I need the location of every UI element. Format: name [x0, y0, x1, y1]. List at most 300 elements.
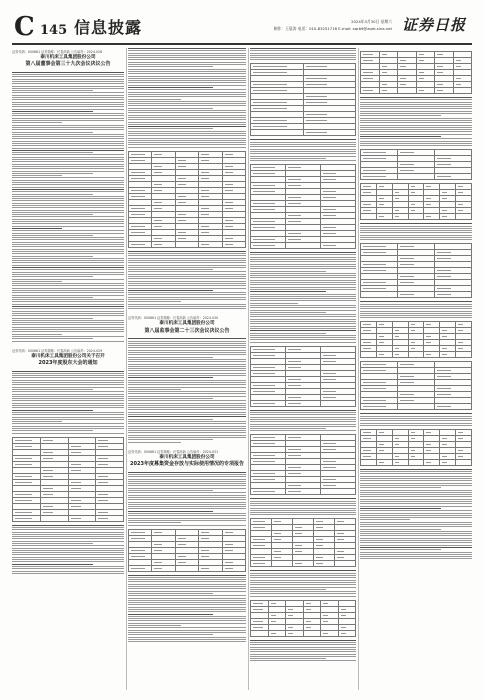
table-cell	[376, 459, 392, 465]
text-line	[360, 494, 472, 495]
text-line	[250, 266, 356, 267]
text-line	[360, 237, 472, 238]
text-line	[250, 275, 356, 276]
text-line	[128, 94, 246, 95]
text-line	[12, 338, 93, 339]
text-line	[128, 609, 246, 610]
text-line	[128, 89, 246, 90]
text-line	[360, 228, 472, 229]
text-line	[12, 102, 124, 103]
text-line	[360, 239, 472, 240]
text-line	[360, 476, 472, 477]
text-line	[128, 292, 246, 293]
text-line	[12, 216, 124, 217]
text-line	[128, 297, 246, 298]
text-line	[12, 83, 124, 84]
text-line	[250, 264, 356, 265]
table-cell	[424, 352, 440, 358]
text-line	[12, 132, 93, 133]
data-table	[12, 437, 124, 522]
text-line	[12, 212, 124, 213]
text-line	[360, 413, 472, 414]
data-table	[250, 518, 356, 567]
text-line	[360, 531, 472, 532]
text-line	[12, 157, 124, 158]
text-line	[128, 87, 213, 88]
text-line	[12, 543, 93, 544]
text-line	[360, 235, 472, 236]
text-line	[128, 119, 246, 120]
text-line	[250, 144, 356, 145]
text-line	[12, 384, 124, 385]
text-line	[360, 423, 472, 424]
text-line	[360, 226, 472, 227]
text-line	[12, 235, 93, 236]
text-line	[250, 151, 356, 152]
text-line	[12, 239, 124, 240]
text-line	[128, 288, 246, 289]
notice-code: 证券代码：000661 证券简称：长春高新 公告编号：2024-030	[128, 316, 219, 321]
text-line	[360, 311, 472, 312]
text-line	[360, 508, 441, 509]
text-line	[250, 303, 298, 304]
text-line	[250, 510, 356, 511]
text-line	[360, 317, 472, 318]
text-line	[12, 320, 124, 321]
text-line	[250, 419, 356, 420]
text-line	[360, 134, 472, 135]
text-line	[128, 92, 246, 93]
text-line	[12, 382, 124, 383]
table-cell	[456, 214, 472, 220]
text-line	[360, 552, 472, 553]
table-cell	[286, 489, 321, 495]
table-row	[13, 515, 124, 521]
text-line	[250, 59, 356, 60]
text-line	[360, 556, 472, 557]
table-cell	[199, 241, 222, 247]
text-line	[250, 257, 356, 258]
text-line	[12, 99, 124, 100]
table-cell	[321, 400, 356, 406]
text-line	[12, 173, 93, 174]
body-text	[360, 469, 472, 560]
text-line	[12, 306, 124, 307]
text-line	[250, 508, 356, 509]
text-line	[250, 587, 356, 588]
text-line	[128, 255, 246, 256]
text-line	[250, 294, 356, 295]
text-line	[360, 127, 472, 128]
body-text	[250, 252, 356, 343]
table-cell	[251, 400, 286, 406]
data-table	[360, 429, 472, 466]
text-line	[12, 180, 124, 181]
text-line	[250, 412, 356, 413]
text-line	[360, 418, 472, 419]
text-line	[128, 304, 246, 305]
text-line	[128, 76, 246, 77]
text-line	[360, 145, 472, 146]
text-line	[360, 499, 472, 500]
text-line	[12, 554, 124, 555]
text-line	[128, 290, 213, 291]
data-table	[360, 51, 472, 94]
table-cell	[175, 565, 198, 571]
table-row	[129, 241, 246, 247]
text-line	[128, 140, 246, 141]
table-row	[251, 243, 356, 249]
text-line	[360, 513, 472, 514]
text-line	[250, 577, 356, 578]
text-line	[360, 485, 472, 486]
notice-code: 证券代码：000661 证券简称：长春高新 公告编号：2024-028	[12, 50, 103, 54]
text-line	[12, 534, 124, 535]
body-text	[250, 640, 356, 662]
text-line	[360, 113, 472, 114]
text-line	[128, 103, 246, 104]
table-cell	[392, 459, 408, 465]
text-line	[360, 519, 410, 520]
text-line	[250, 647, 356, 648]
text-line	[250, 512, 356, 513]
column-1	[12, 48, 124, 690]
text-line	[128, 618, 246, 619]
text-line	[128, 595, 246, 596]
text-line	[360, 308, 472, 309]
text-line	[12, 258, 124, 259]
body-text	[12, 72, 124, 342]
text-line	[12, 274, 124, 275]
text-line	[128, 479, 246, 480]
text-line	[128, 591, 246, 592]
text-line	[128, 142, 246, 143]
text-line	[12, 571, 124, 572]
text-line	[12, 138, 124, 139]
text-line	[128, 522, 181, 523]
body-text	[128, 251, 246, 309]
text-line	[250, 593, 356, 594]
text-line	[12, 143, 124, 144]
text-line	[250, 658, 326, 659]
text-line	[12, 141, 124, 142]
data-table	[128, 151, 246, 248]
notice-title: 第八届监事会第二十三次会议决议公告	[144, 327, 230, 334]
text-line	[128, 409, 246, 410]
text-line	[128, 637, 246, 638]
text-line	[128, 403, 246, 404]
newspaper-logo: 证券日报	[401, 16, 466, 34]
notice-title: 第八届董事会第三十九次会议决议公告	[25, 61, 111, 68]
data-table	[360, 243, 472, 298]
text-line	[12, 394, 124, 395]
text-line	[128, 338, 246, 339]
text-line	[128, 341, 246, 342]
text-line	[128, 508, 246, 509]
text-line	[128, 122, 246, 123]
text-line	[12, 527, 124, 528]
text-line	[250, 254, 356, 255]
text-line	[128, 138, 246, 139]
text-line	[12, 191, 124, 192]
table-cell	[408, 459, 424, 465]
text-line	[128, 387, 246, 388]
text-line	[360, 108, 472, 109]
body-text	[128, 472, 246, 526]
text-line	[128, 115, 246, 116]
text-line	[360, 102, 472, 103]
text-line	[12, 371, 124, 372]
text-line	[12, 203, 124, 204]
text-line	[250, 342, 356, 343]
text-line	[250, 642, 356, 643]
text-line	[128, 593, 213, 594]
text-line	[128, 278, 246, 279]
text-line	[128, 525, 246, 526]
text-line	[128, 82, 246, 83]
text-line	[250, 580, 356, 581]
text-line	[12, 253, 124, 254]
text-line	[12, 226, 124, 227]
text-line	[128, 620, 246, 621]
text-line	[128, 520, 246, 521]
section-title: 信息披露	[74, 18, 143, 37]
text-line	[360, 506, 472, 507]
table-cell	[152, 241, 175, 247]
text-line	[250, 414, 356, 415]
table-cell	[440, 459, 456, 465]
text-line	[12, 548, 124, 549]
text-line	[128, 426, 246, 427]
text-line	[250, 319, 356, 320]
text-line	[12, 331, 124, 332]
text-line	[12, 417, 124, 418]
text-line	[128, 384, 246, 385]
text-line	[128, 66, 213, 67]
text-line	[360, 143, 472, 144]
table-cell	[251, 243, 286, 249]
text-line	[128, 604, 246, 605]
text-line	[250, 307, 356, 308]
data-table	[360, 149, 472, 180]
text-line	[12, 421, 62, 422]
table-cell	[222, 565, 245, 571]
body-text	[250, 498, 356, 515]
text-line	[128, 274, 246, 275]
notice-code: 证券代码：000661 证券简称：长春高新 公告编号：2024-029	[12, 348, 103, 353]
text-line	[12, 106, 124, 107]
text-line	[128, 442, 181, 443]
text-line	[360, 549, 441, 550]
text-line	[12, 322, 124, 323]
text-line	[250, 505, 356, 506]
table-cell	[286, 400, 321, 406]
body-text	[250, 139, 356, 161]
text-line	[360, 503, 472, 504]
text-line	[12, 168, 124, 169]
text-line	[12, 109, 124, 110]
text-line	[12, 145, 124, 146]
text-line	[128, 364, 246, 365]
table-cell	[68, 515, 96, 521]
text-line	[360, 533, 472, 534]
text-line	[250, 252, 356, 253]
text-line	[12, 311, 124, 312]
text-line	[250, 333, 326, 334]
text-line	[128, 611, 246, 612]
text-line	[250, 654, 356, 655]
data-table	[360, 183, 472, 220]
text-line	[12, 256, 93, 257]
text-line	[128, 423, 246, 424]
notice-header	[12, 51, 124, 68]
text-line	[128, 253, 246, 254]
text-line	[250, 582, 356, 583]
notice-company: 泰川机床工具集团股份公司	[159, 321, 215, 327]
notice-code: 证券代码：000661 证券简称：长春高新 公告编号：2024-031	[128, 449, 219, 454]
text-line	[12, 265, 124, 266]
text-line	[128, 511, 213, 512]
table-cell	[435, 174, 472, 180]
masthead-rule	[12, 43, 472, 45]
text-line	[12, 79, 124, 80]
text-line	[128, 598, 246, 599]
body-text	[250, 570, 356, 596]
text-line	[12, 187, 124, 188]
text-line	[360, 313, 472, 314]
table-row	[361, 352, 472, 358]
text-line	[360, 99, 472, 100]
masthead	[0, 0, 484, 44]
text-line	[12, 290, 124, 291]
table-row	[361, 404, 472, 410]
text-line	[360, 420, 472, 421]
text-line	[12, 74, 124, 75]
text-line	[250, 273, 356, 274]
text-line	[12, 269, 124, 270]
table-cell	[40, 515, 68, 521]
text-line	[12, 230, 124, 231]
text-line	[128, 495, 246, 496]
text-line	[12, 272, 124, 273]
text-line	[128, 269, 213, 270]
data-table	[250, 434, 356, 495]
text-line	[250, 426, 356, 427]
text-line	[360, 425, 472, 426]
text-line	[250, 310, 356, 311]
text-line	[250, 640, 356, 641]
text-line	[12, 161, 124, 162]
text-line	[12, 210, 124, 211]
text-line	[250, 591, 356, 592]
table-cell	[251, 130, 304, 136]
text-line	[360, 529, 441, 530]
text-line	[250, 300, 356, 301]
text-line	[12, 189, 124, 190]
text-line	[12, 276, 93, 277]
text-line	[128, 73, 246, 74]
table-cell	[286, 630, 304, 636]
text-line	[12, 389, 93, 390]
table-cell	[293, 561, 314, 567]
text-line	[250, 282, 356, 283]
text-line	[250, 649, 356, 650]
table-cell	[321, 489, 356, 495]
table-cell	[435, 292, 472, 298]
table-row	[361, 174, 472, 180]
table-cell	[398, 292, 435, 298]
text-line	[360, 490, 472, 491]
text-line	[250, 660, 356, 661]
text-line	[12, 115, 124, 116]
table-cell	[424, 459, 440, 465]
text-line	[128, 391, 246, 392]
text-line	[250, 149, 356, 150]
text-line	[360, 232, 472, 233]
text-line	[360, 540, 472, 541]
body-text	[250, 410, 356, 432]
text-line	[12, 299, 124, 300]
text-line	[250, 330, 356, 331]
text-line	[128, 614, 213, 615]
table-cell	[398, 88, 417, 94]
text-line	[128, 370, 246, 371]
text-line	[128, 588, 246, 589]
text-line	[250, 644, 356, 645]
text-line	[360, 118, 472, 119]
text-line	[250, 503, 356, 504]
text-line	[360, 501, 472, 502]
text-line	[12, 148, 124, 149]
text-line	[128, 112, 246, 113]
table-cell	[361, 459, 377, 465]
text-line	[12, 426, 124, 427]
text-line	[250, 596, 356, 597]
table-cell	[321, 630, 339, 636]
text-line	[128, 428, 246, 429]
text-line	[12, 341, 124, 342]
text-line	[250, 146, 356, 147]
table-cell	[338, 630, 356, 636]
text-line	[12, 405, 124, 406]
text-line	[360, 487, 441, 488]
text-line	[360, 97, 472, 98]
text-line	[12, 237, 124, 238]
text-line	[12, 430, 93, 431]
text-line	[360, 230, 472, 231]
text-line	[360, 122, 472, 123]
text-line	[128, 632, 246, 633]
text-line	[12, 529, 124, 530]
text-line	[250, 589, 326, 590]
text-line	[128, 352, 246, 353]
text-line	[12, 249, 124, 250]
text-line	[360, 522, 472, 523]
text-line	[250, 656, 356, 657]
text-line	[12, 329, 124, 330]
table-cell	[251, 489, 286, 495]
text-line	[12, 536, 124, 537]
text-line	[250, 424, 356, 425]
table-cell	[456, 459, 472, 465]
text-line	[12, 175, 62, 176]
table-cell	[361, 214, 377, 220]
page-number: 145	[40, 23, 68, 38]
text-line	[128, 634, 213, 635]
table-row	[361, 292, 472, 298]
text-line	[12, 171, 124, 172]
text-line	[128, 135, 246, 136]
